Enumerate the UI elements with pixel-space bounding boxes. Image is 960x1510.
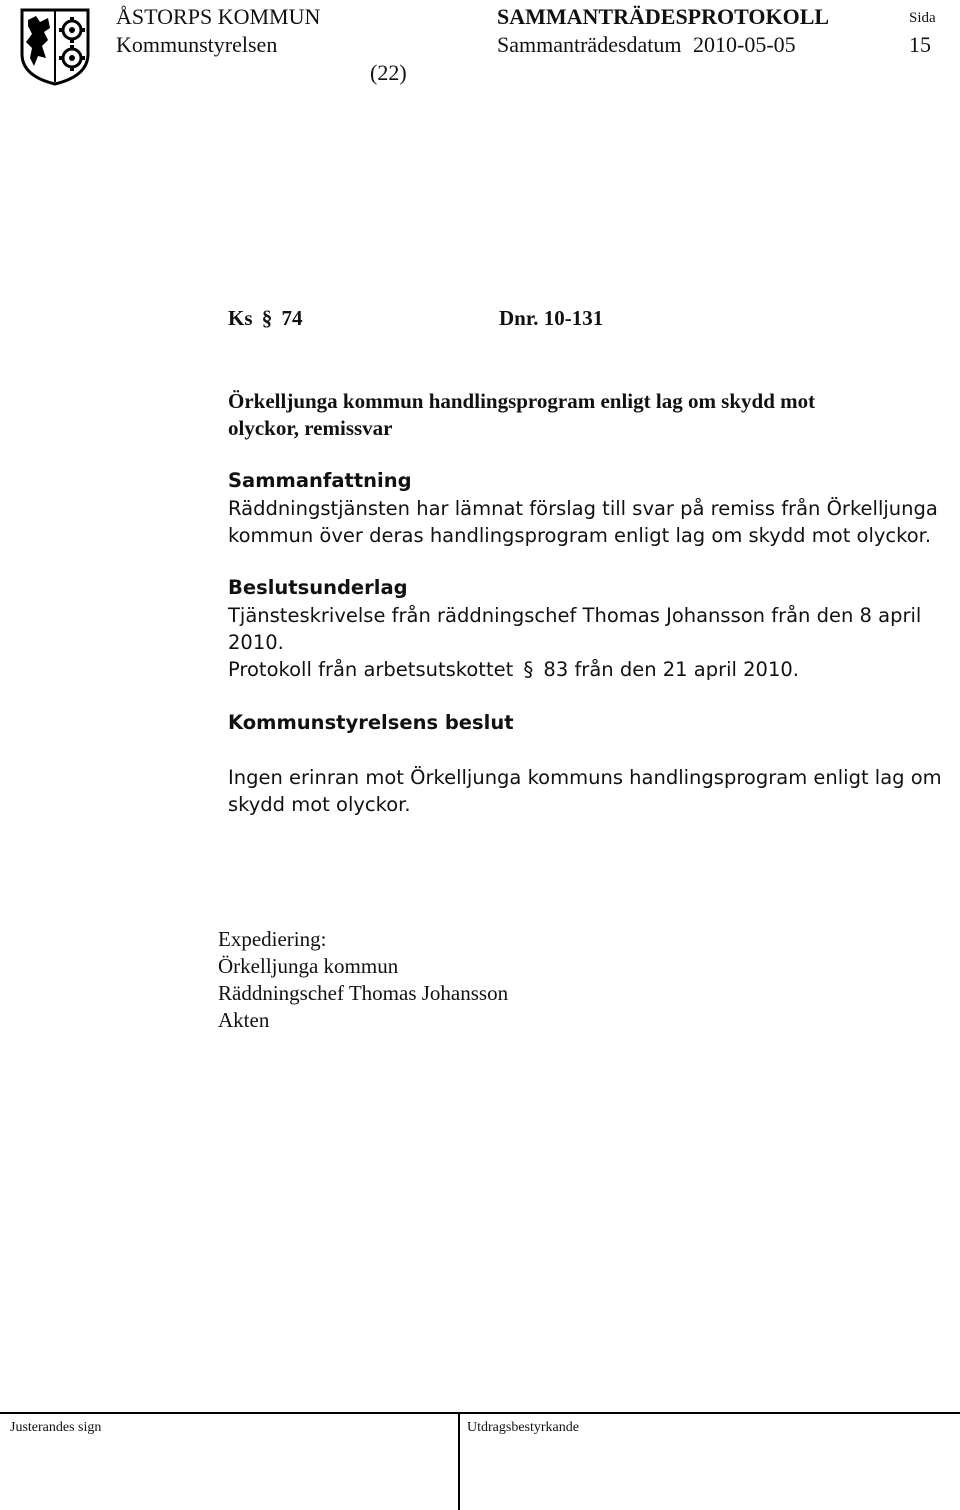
item-title-line2: olyckor, remissvar bbox=[228, 416, 393, 440]
item-title bbox=[228, 388, 815, 442]
section-sign: § bbox=[261, 306, 273, 330]
distribution-recipient: Örkelljunga kommun bbox=[218, 954, 399, 978]
item-number bbox=[228, 306, 303, 331]
item-title-line1: Örkelljunga kommun handlingsprogram enligt lag om skydd mot bbox=[228, 389, 816, 413]
ks-number: 74 bbox=[281, 306, 303, 330]
summary-heading: Sammanfattning bbox=[228, 469, 412, 492]
page-number: 15 bbox=[909, 32, 931, 57]
page-total: (22) bbox=[370, 60, 407, 85]
basis-line2: 2010. bbox=[228, 631, 284, 654]
basis-line1: Tjänsteskrivelse från räddningschef Thomas Johansson från den 8 april bbox=[228, 604, 922, 627]
basis-text bbox=[228, 602, 921, 683]
footer-divider bbox=[458, 1412, 460, 1510]
date-label: Sammanträdesdatum bbox=[497, 32, 682, 57]
footer-top-rule bbox=[0, 1412, 960, 1414]
decision-heading: Kommunstyrelsens beslut bbox=[228, 711, 514, 734]
summary-line1: Räddningstjänsten har lämnat förslag till svar på remiss från Örkelljunga bbox=[228, 497, 938, 520]
decision-line1: Ingen erinran mot Örkelljunga kommuns handlingsprogram enligt lag om bbox=[228, 766, 942, 789]
decision-text bbox=[228, 764, 942, 818]
municipality-name: ÅSTORPS KOMMUN bbox=[116, 4, 321, 29]
basis-line3 bbox=[228, 656, 921, 683]
distribution-recipient: Akten bbox=[218, 1008, 270, 1032]
page-label: Sida bbox=[909, 10, 936, 26]
basis-heading: Beslutsunderlag bbox=[228, 576, 408, 599]
basis-line3-number: 83 bbox=[543, 658, 569, 681]
distribution-heading: Expediering: bbox=[218, 927, 327, 951]
footer-utdragsbestyrkande: Utdragsbestyrkande bbox=[467, 1420, 579, 1435]
ks-label: Ks bbox=[228, 306, 253, 330]
meeting-date: 2010-05-05 bbox=[693, 32, 796, 57]
basis-line3-prefix: Protokoll från arbetsutskottet bbox=[228, 658, 514, 681]
document-type: SAMMANTRÄDESPROTOKOLL bbox=[497, 4, 830, 29]
dnr: Dnr. 10-131 bbox=[499, 306, 604, 330]
section-sign: § bbox=[523, 658, 534, 681]
basis-line3-suffix: från den 21 april 2010. bbox=[574, 658, 799, 681]
department-name: Kommunstyrelsen bbox=[116, 32, 278, 57]
distribution bbox=[218, 926, 508, 1034]
summary-text bbox=[228, 495, 938, 549]
summary-line2: kommun över deras handlingsprogram enligt lag om skydd mot olyckor. bbox=[228, 524, 932, 547]
meeting-date-label bbox=[497, 32, 796, 58]
coat-of-arms-logo bbox=[18, 6, 92, 86]
distribution-recipient: Räddningschef Thomas Johansson bbox=[218, 981, 509, 1005]
footer-justerandes-sign: Justerandes sign bbox=[10, 1420, 102, 1435]
decision-line2: skydd mot olyckor. bbox=[228, 793, 411, 816]
